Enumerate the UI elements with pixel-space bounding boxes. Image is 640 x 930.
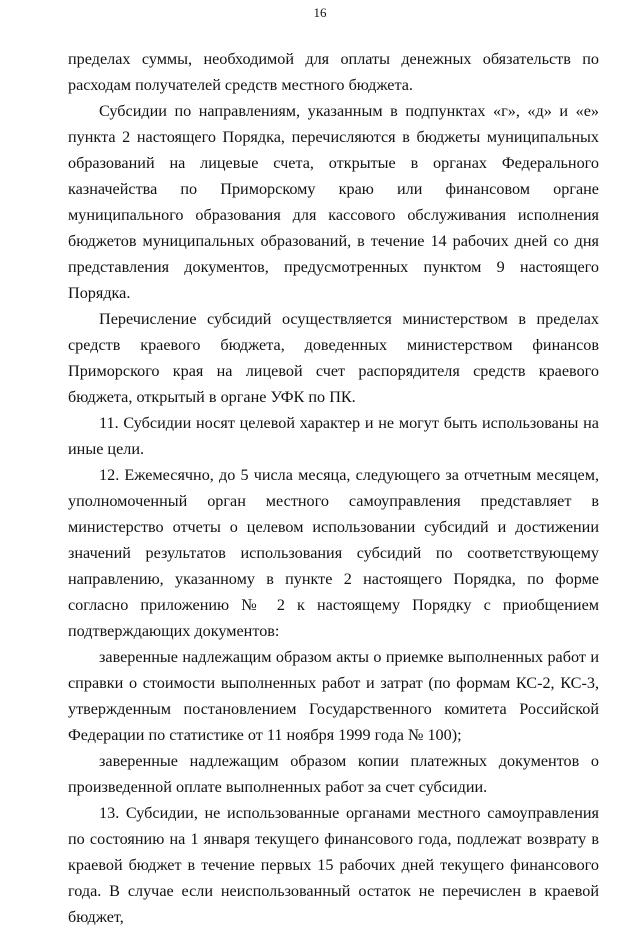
page-number: 16	[313, 5, 327, 20]
paragraph-acts: заверенные надлежащим образом акты о приемке выполненных работ и справки о стоимости выполненных работ и затрат (по формам КС-2, КС-3, утвержденным постановлением Государственного комитета Российской Федерации по статистике от 11 ноября 1999 года № 100);	[68, 648, 599, 744]
paragraph-payment-copies: заверенные надлежащим образом копии платежных документов о произведенной оплате выполненных работ за счет субсидии.	[68, 752, 599, 796]
paragraph-subsidy-transfer: Субсидии по направлениям, указанным в подпунктах «г», «д» и «е» пункта 2 настоящего Порядка, перечисляются в бюджеты муниципальных образований на лицевые счета, открытые в органах Федерального казначейства по Приморскому краю или финансовом органе муниципального образования для кассового обслуживания исполнения бюджетов муниципальных образований, в течение 14 рабочих дней со дня представления документов, предусмотренных пунктом 9 настоящего Порядка.	[68, 102, 599, 302]
document-body	[68, 46, 599, 930]
paragraph-item-13: 13. Субсидии, не использованные органами местного самоуправления по состоянию на 1 января текущего финансового года, подлежат возврату в краевой бюджет в течение первых 15 рабочих дней текущего финансового года. В случае если неиспользованный остаток не перечислен в краевой бюджет,	[68, 804, 599, 926]
paragraph-item-12: 12. Ежемесячно, до 5 числа месяца, следующего за отчетным месяцем, уполномоченный орган местного самоуправления представляет в министерство отчеты о целевом использовании субсидий и достижении значений результатов использования субсидий по соответствующему направлению, указанному в пункте 2 настоящего Порядка, по форме согласно приложению № 2 к настоящему Порядку с приобщением подтверждающих документов:	[68, 466, 599, 640]
paragraph-continuation: пределах суммы, необходимой для оплаты денежных обязательств по расходам получателей средств местного бюджета.	[68, 50, 599, 94]
paragraph-item-11: 11. Субсидии носят целевой характер и не могут быть использованы на иные цели.	[68, 414, 599, 458]
paragraph-ministry-transfer: Перечисление субсидий осуществляется министерством в пределах средств краевого бюджета, доведенных министерством финансов Приморского края на лицевой счет распорядителя средств краевого бюджета, открытый в органе УФК по ПК.	[68, 310, 599, 406]
